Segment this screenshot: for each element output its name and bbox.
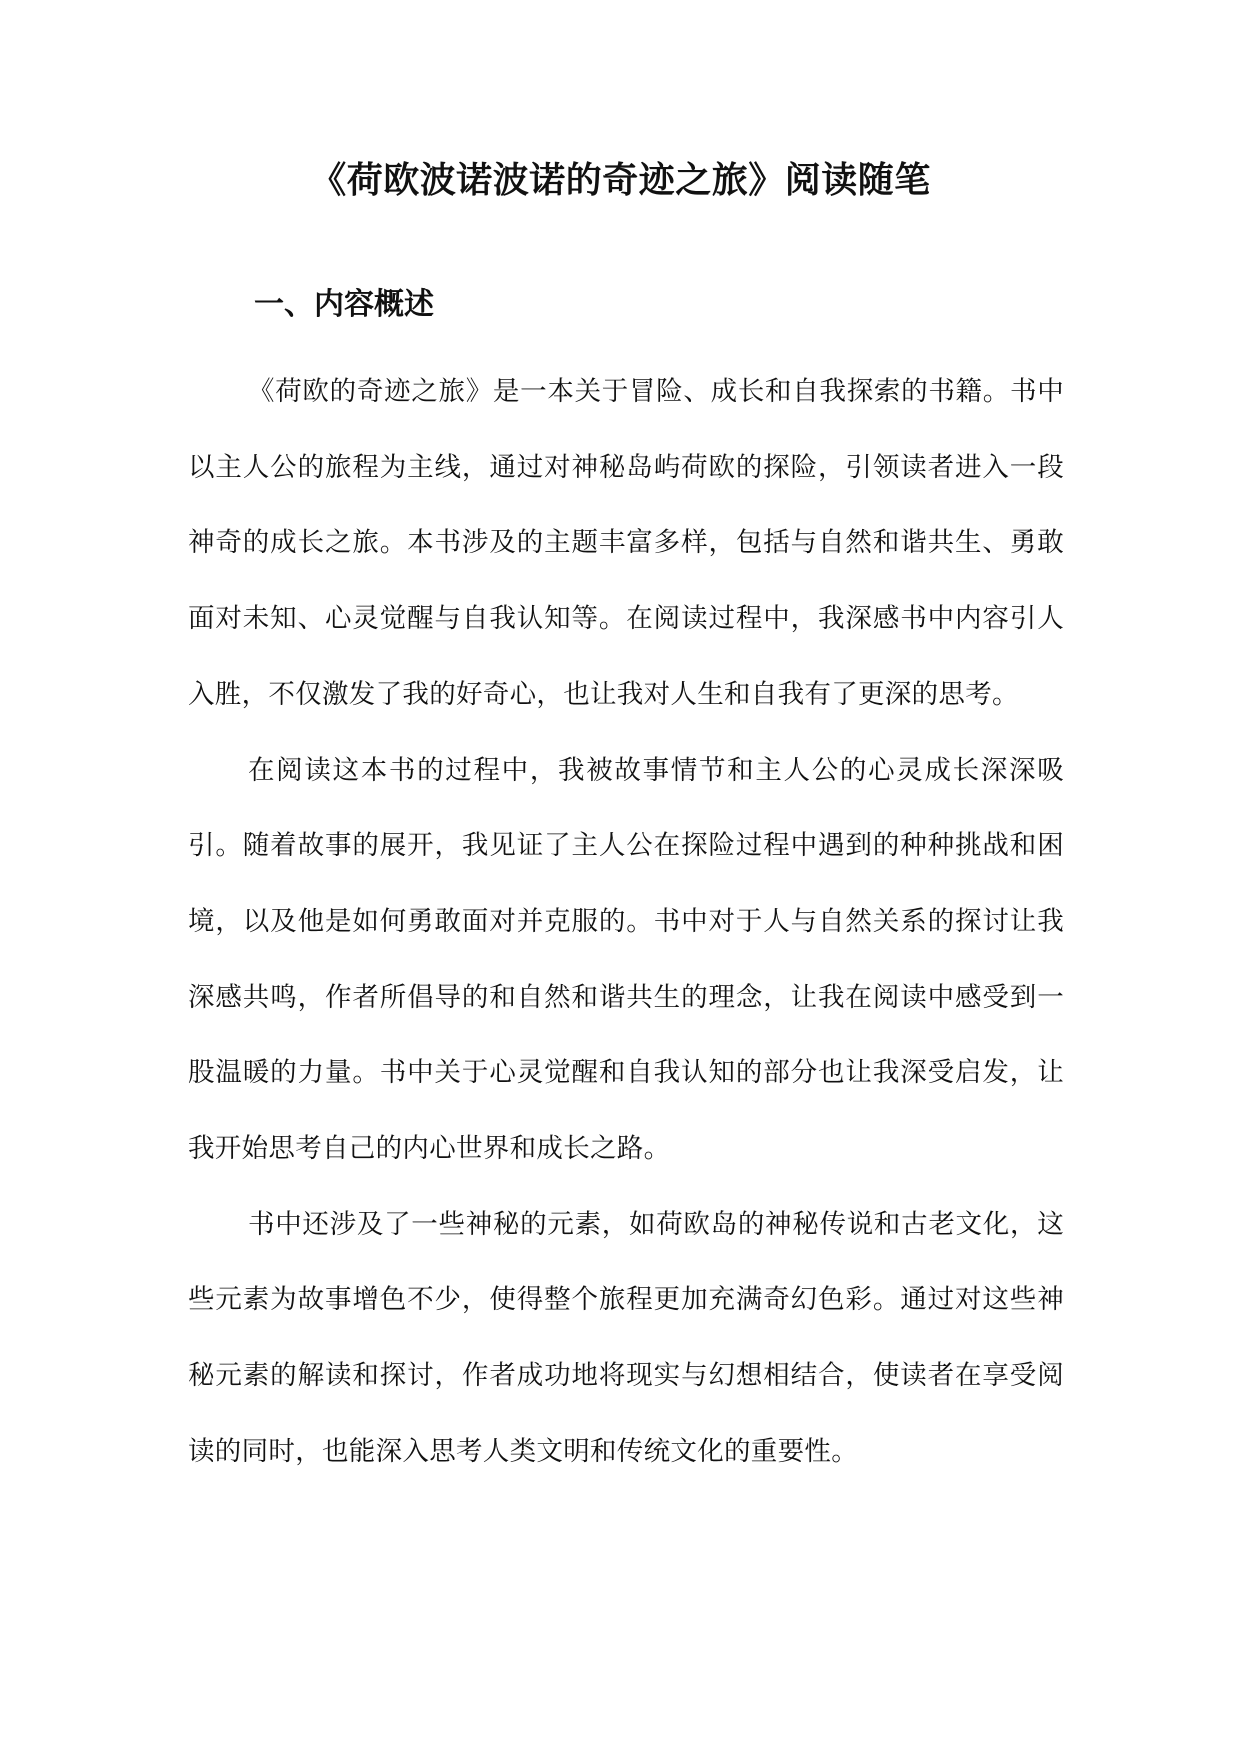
paragraph-1: 《荷欧的奇迹之旅》是一本关于冒险、成长和自我探索的书籍。书中以主人公的旅程为主线，通过对神秘岛屿荷欧的探险，引领读者进入一段神奇的成长之旅。本书涉及的主题丰富多样，包括与自然和谐共生、勇敢面对未知、心灵觉醒与自我认知等。在阅读过程中，我深感书中内容引人入胜，不仅激发了我的好奇心，也让我对人生和自我有了更深的思考。 <box>188 376 1064 710</box>
paragraph-3: 书中还涉及了一些神秘的元素，如荷欧岛的神秘传说和古老文化，这些元素为故事增色不少，使得整个旅程更加充满奇幻色彩。通过对这些神秘元素的解读和探讨，作者成功地将现实与幻想相结合，使读者在享受阅读的同时，也能深入思考人类文明和传统文化的重要性。 <box>188 1208 1064 1467</box>
document-title: 《荷欧波诺波诺的奇迹之旅》阅读随笔 <box>310 159 931 201</box>
paragraph-2: 在阅读这本书的过程中，我被故事情节和主人公的心灵成长深深吸引。随着故事的展开，我见证了主人公在探险过程中遇到的种种挑战和困境，以及他是如何勇敢面对并克服的。书中对于人与自然关系的探讨让我深感共鸣，作者所倡导的和自然和谐共生的理念，让我在阅读中感受到一股温暖的力量。书中关于心灵觉醒和自我认知的部分也让我深受启发，让我开始思考自己的内心世界和成长之路。 <box>188 754 1064 1165</box>
section-body <box>188 354 1064 1490</box>
section-heading: 一、内容概述 <box>254 287 434 322</box>
